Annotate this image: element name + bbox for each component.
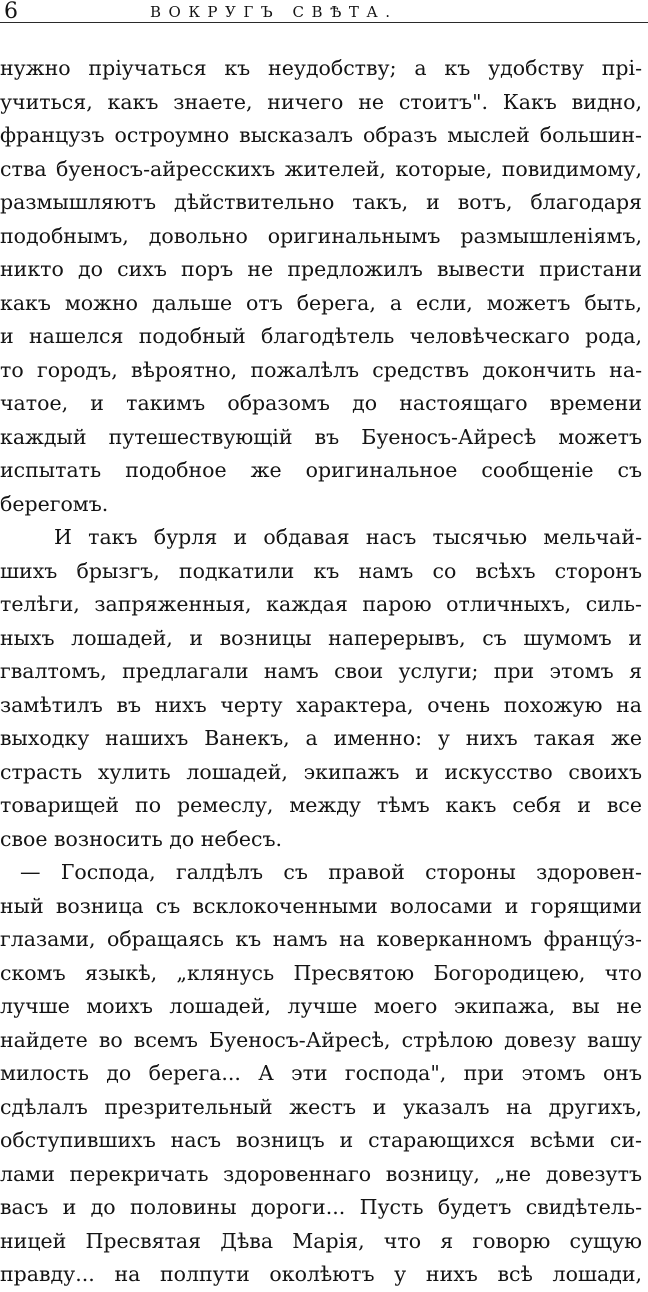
- text-line: учиться, какъ знаете, ничего не стоитъ". Какъ видно,: [0, 89, 642, 114]
- text-line: никто до сихъ поръ не предложилъ вывести пристани: [0, 257, 642, 281]
- text-line: найдете во всемъ Буеносъ-Айресѣ, стрѣлою довезу вашу: [0, 1027, 642, 1052]
- page-number: 6: [4, 0, 18, 24]
- body-text: [0, 52, 642, 1292]
- text-line: страсть хулить лошадей, экипажъ и искусство своихъ: [0, 759, 642, 784]
- running-title: ВОКРУГЪ СВѢТА.: [150, 3, 398, 21]
- text-line: берегомъ.: [0, 491, 109, 516]
- text-line: нужно пріучаться къ неудобству; а къ удобству прі-: [0, 56, 642, 80]
- text-line: свое возносить до небесъ.: [0, 826, 283, 851]
- text-line: сдѣлалъ презрительный жестъ и указалъ на другихъ,: [0, 1094, 642, 1119]
- text-line: подобнымъ, довольно оригинальнымъ размышленіямъ,: [0, 223, 642, 248]
- text-line: лучше моихъ лошадей, лучше моего экипажа, вы не: [0, 994, 642, 1018]
- text-line: и нашелся подобный благодѣтель человѣческаго рода,: [0, 324, 642, 348]
- text-line: васъ и до половины дороги... Пусть будетъ свидѣтель-: [0, 1195, 642, 1219]
- text-line: товарищей по ремеслу, между тѣмъ какъ себя и все: [0, 793, 642, 817]
- text-line: выходку нашихъ Ванекъ, а именно: у нихъ такая же: [0, 726, 642, 750]
- text-line: обступившихъ насъ возницъ и старающихся всѣми си-: [0, 1128, 642, 1152]
- text-line: какъ можно дальше отъ берега, а если, можетъ быть,: [0, 290, 642, 315]
- text-line: размышляютъ дѣйствительно такъ, и вотъ, благодаря: [0, 190, 642, 214]
- text-line: ницей Пресвятая Дѣва Марія, что я говорю сущую: [0, 1228, 642, 1253]
- header-rule: [0, 22, 648, 23]
- text-line: милость до берега... А эти господа", при этомъ онъ: [0, 1061, 642, 1085]
- page-header: [0, 0, 648, 30]
- text-line: — Господа, галдѣлъ съ правой стороны здоровен-: [20, 860, 642, 884]
- text-line: телѣги, запряженныя, каждая парою отличныхъ, силь-: [0, 592, 642, 616]
- text-line: шихъ брызгъ, подкатили къ намъ со всѣхъ сторонъ: [0, 558, 642, 583]
- text-line: каждый путешествующій въ Буеносъ-Айресѣ можетъ: [0, 424, 642, 449]
- text-line: ный возница съ всклокоченными волосами и горящими: [0, 893, 642, 918]
- text-line: французъ остроумно высказалъ образъ мыслей большин-: [0, 123, 642, 147]
- text-line: скомъ языкѣ, „клянусь Пресвятою Богородицею, что: [0, 960, 642, 985]
- text-line: замѣтилъ въ нихъ черту характера, очень похожую на: [0, 692, 642, 717]
- text-line: испытать подобное же оригинальное сообщеніе съ: [0, 458, 642, 482]
- text-line: гвалтомъ, предлагали намъ свои услуги; при этомъ я: [0, 659, 642, 683]
- text-line: И такъ бурля и обдавая насъ тысячью мельчай-: [54, 525, 642, 549]
- text-line: то городъ, вѣроятно, пожалѣлъ средствъ докончить на-: [0, 357, 642, 382]
- text-line: правду... на полпути околѣютъ у нихъ всѣ лошади,: [0, 1262, 642, 1286]
- text-line: ныхъ лошадей, и возницы наперерывъ, съ шумомъ и: [0, 625, 642, 650]
- text-line: глазами, обращаясь къ намъ на коверканномъ францу́з-: [0, 927, 642, 951]
- text-line: лами перекричать здоровеннаго возницу, „не довезутъ: [0, 1161, 642, 1186]
- text-line: ства буеносъ-айресскихъ жителей, которые, повидимому,: [0, 156, 642, 181]
- text-line: чатое, и такимъ образомъ до настоящаго времени: [0, 391, 642, 415]
